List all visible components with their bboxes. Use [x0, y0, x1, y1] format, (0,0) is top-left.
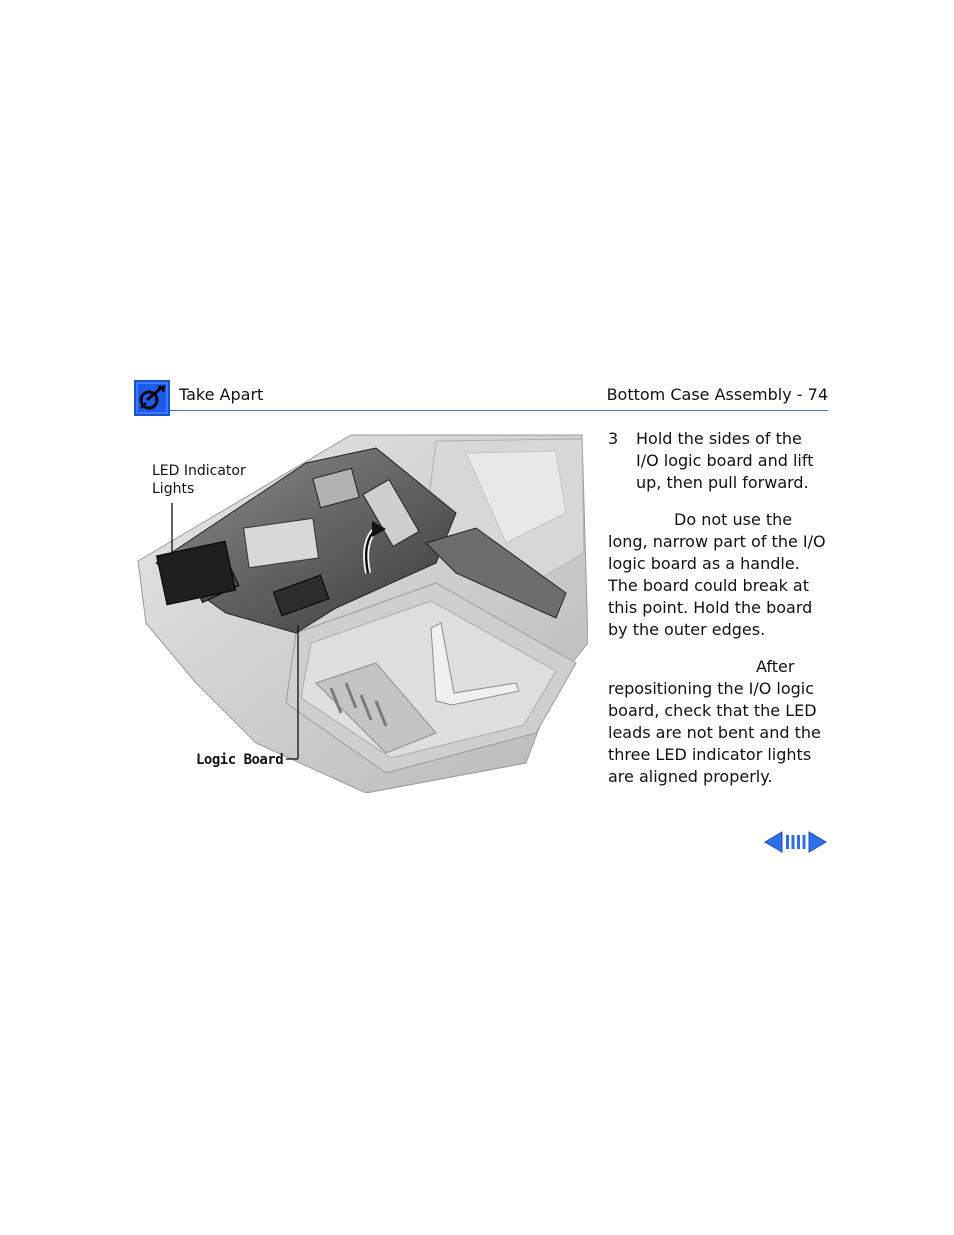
callout-led-line2: Lights [152, 481, 195, 497]
page-navigation [764, 830, 828, 854]
instructions-column [608, 428, 828, 788]
warning-text: Do not use the long, narrow part of the I/O logic board as a handle. The board could break at this point. Hold the board by the outer edges. [608, 510, 826, 639]
step-text: Hold the sides of the I/O logic board and lift up, then pull forward. [636, 429, 814, 492]
take-apart-icon [134, 380, 170, 416]
step-number: 3 [608, 429, 619, 448]
right-arrow-icon[interactable] [809, 832, 826, 852]
replacement-note-text: After repositioning the I/O logic board, check that the LED leads are not bent and the three LED indicator lights are aligned properly. [608, 657, 821, 786]
warning-paragraph [608, 509, 828, 641]
page-title: Bottom Case Assembly - 74 [606, 385, 828, 404]
left-arrow-icon[interactable] [765, 832, 782, 852]
callout-led-indicator-lights [152, 462, 246, 498]
step-item [608, 428, 828, 494]
callout-led-line1: LED Indicator [152, 463, 246, 479]
header-divider [170, 410, 828, 411]
index-bars-icon[interactable] [786, 835, 806, 849]
callout-logic-board: Logic Board [196, 752, 284, 768]
section-title: Take Apart [179, 385, 264, 404]
replacement-note-paragraph [608, 656, 828, 788]
